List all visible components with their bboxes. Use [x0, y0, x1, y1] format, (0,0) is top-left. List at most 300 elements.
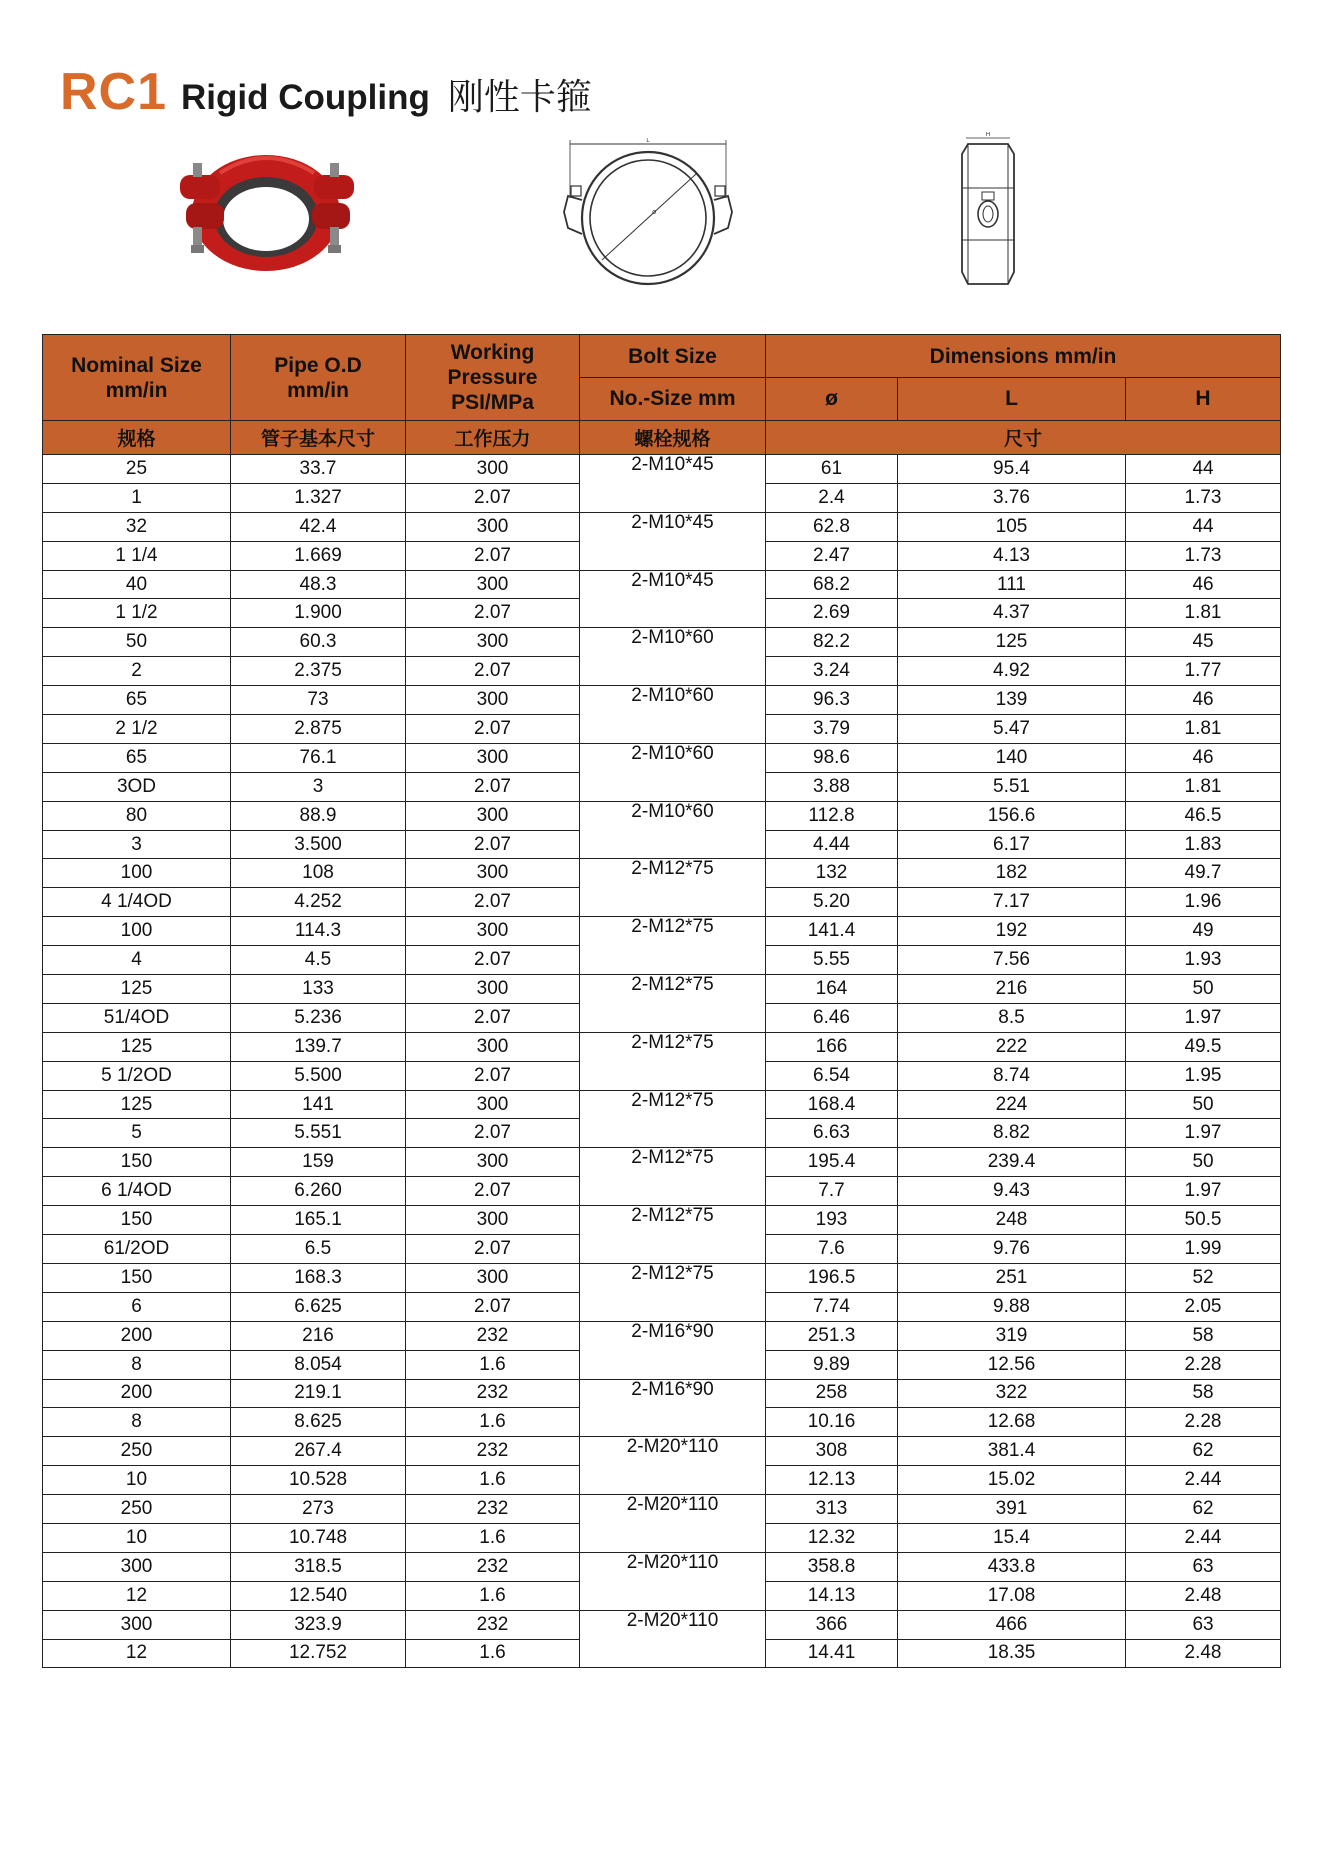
cell-working-pressure: 300: [406, 917, 580, 946]
cell-dim-h: 1.97: [1126, 1003, 1281, 1032]
cell-dim-phi: 5.20: [766, 888, 898, 917]
coupling-side-drawing: [958, 132, 1018, 294]
cell-nominal-size: 61/2OD: [43, 1235, 231, 1264]
cell-dim-h: 63: [1126, 1610, 1281, 1639]
cell-bolt-size: 2-M20*110: [580, 1495, 766, 1553]
cell-nominal-size: 300: [43, 1552, 231, 1581]
cell-nominal-size: 3OD: [43, 772, 231, 801]
cell-working-pressure: 2.07: [406, 1003, 580, 1032]
cell-dim-l: 5.51: [898, 772, 1126, 801]
cell-working-pressure: 300: [406, 801, 580, 830]
cell-dim-phi: 5.55: [766, 946, 898, 975]
cell-dim-phi: 14.41: [766, 1639, 898, 1668]
cell-working-pressure: 232: [406, 1495, 580, 1524]
header-cn-pipe: 管子基本尺寸: [231, 421, 406, 455]
cell-dim-l: 139: [898, 686, 1126, 715]
table-row: [43, 1148, 1281, 1177]
cell-pipe-od: 33.7: [231, 455, 406, 484]
cell-pipe-od: 2.875: [231, 715, 406, 744]
cell-dim-l: 140: [898, 743, 1126, 772]
cell-dim-phi: 62.8: [766, 512, 898, 541]
cell-dim-h: 1.95: [1126, 1061, 1281, 1090]
cell-nominal-size: 4 1/4OD: [43, 888, 231, 917]
cell-pipe-od: 6.5: [231, 1235, 406, 1264]
table-row: [43, 686, 1281, 715]
cell-dim-phi: 112.8: [766, 801, 898, 830]
cell-dim-l: 18.35: [898, 1639, 1126, 1668]
cell-dim-phi: 7.6: [766, 1235, 898, 1264]
cell-dim-h: 49: [1126, 917, 1281, 946]
cell-dim-phi: 2.4: [766, 483, 898, 512]
cell-working-pressure: 2.07: [406, 1235, 580, 1264]
cell-pipe-od: 12.752: [231, 1639, 406, 1668]
header-pipe-od: Pipe O.D mm/in: [231, 335, 406, 421]
cell-dim-l: 12.56: [898, 1350, 1126, 1379]
cell-dim-l: 466: [898, 1610, 1126, 1639]
cell-dim-l: 105: [898, 512, 1126, 541]
cell-nominal-size: 300: [43, 1610, 231, 1639]
cell-nominal-size: 12: [43, 1581, 231, 1610]
cell-nominal-size: 2 1/2: [43, 715, 231, 744]
header-cn-bolt: 螺栓规格: [580, 421, 766, 455]
cell-working-pressure: 300: [406, 859, 580, 888]
cell-pipe-od: 4.252: [231, 888, 406, 917]
cell-dim-l: 8.5: [898, 1003, 1126, 1032]
cell-pipe-od: 8.625: [231, 1408, 406, 1437]
cell-dim-l: 222: [898, 1032, 1126, 1061]
header-working-pressure: Working Pressure PSI/MPa: [406, 335, 580, 421]
cell-dim-l: 322: [898, 1379, 1126, 1408]
cell-bolt-size: 2-M12*75: [580, 917, 766, 975]
cell-bolt-size: 2-M12*75: [580, 859, 766, 917]
cell-dim-h: 1.97: [1126, 1119, 1281, 1148]
cell-working-pressure: 300: [406, 512, 580, 541]
cell-dim-phi: 3.24: [766, 657, 898, 686]
cell-pipe-od: 159: [231, 1148, 406, 1177]
cell-nominal-size: 100: [43, 917, 231, 946]
cell-bolt-size: 2-M10*60: [580, 743, 766, 801]
cell-bolt-size: 2-M12*75: [580, 1206, 766, 1264]
cell-nominal-size: 4: [43, 946, 231, 975]
cell-nominal-size: 5: [43, 1119, 231, 1148]
cell-bolt-size: 2-M12*75: [580, 1090, 766, 1148]
cell-dim-h: 58: [1126, 1321, 1281, 1350]
cell-dim-phi: 366: [766, 1610, 898, 1639]
cell-nominal-size: 1 1/4: [43, 541, 231, 570]
cell-pipe-od: 60.3: [231, 628, 406, 657]
cell-dim-l: 7.56: [898, 946, 1126, 975]
table-row: [43, 975, 1281, 1004]
cell-dim-phi: 166: [766, 1032, 898, 1061]
cell-dim-phi: 3.88: [766, 772, 898, 801]
cell-dim-l: 17.08: [898, 1581, 1126, 1610]
cell-bolt-size: 2-M12*75: [580, 975, 766, 1033]
cell-dim-h: 1.77: [1126, 657, 1281, 686]
cell-pipe-od: 5.500: [231, 1061, 406, 1090]
cell-dim-h: 1.93: [1126, 946, 1281, 975]
cell-dim-l: 156.6: [898, 801, 1126, 830]
cell-pipe-od: 6.260: [231, 1177, 406, 1206]
cell-pipe-od: 323.9: [231, 1610, 406, 1639]
cell-nominal-size: 10: [43, 1466, 231, 1495]
cell-dim-h: 46.5: [1126, 801, 1281, 830]
cell-dim-phi: 6.63: [766, 1119, 898, 1148]
cell-working-pressure: 232: [406, 1437, 580, 1466]
cell-pipe-od: 3.500: [231, 830, 406, 859]
page-title: [60, 62, 592, 122]
cell-dim-l: 6.17: [898, 830, 1126, 859]
cell-dim-phi: 196.5: [766, 1263, 898, 1292]
cell-nominal-size: 32: [43, 512, 231, 541]
cell-working-pressure: 1.6: [406, 1581, 580, 1610]
cell-dim-phi: 195.4: [766, 1148, 898, 1177]
cell-dim-h: 2.28: [1126, 1408, 1281, 1437]
cell-dim-h: 49.5: [1126, 1032, 1281, 1061]
svg-text:ø: ø: [652, 209, 657, 216]
cell-dim-phi: 96.3: [766, 686, 898, 715]
cell-dim-l: 3.76: [898, 483, 1126, 512]
cell-dim-phi: 9.89: [766, 1350, 898, 1379]
cell-pipe-od: 318.5: [231, 1552, 406, 1581]
cell-dim-h: 50: [1126, 1090, 1281, 1119]
header-nominal-size: Nominal Size mm/in: [43, 335, 231, 421]
cell-working-pressure: 2.07: [406, 483, 580, 512]
cell-nominal-size: 8: [43, 1350, 231, 1379]
header-dim-phi: ø: [766, 378, 898, 421]
cell-dim-h: 1.81: [1126, 715, 1281, 744]
coupling-photo: [180, 145, 355, 285]
cell-working-pressure: 2.07: [406, 657, 580, 686]
cell-nominal-size: 25: [43, 455, 231, 484]
table-row: [43, 570, 1281, 599]
table-row: [43, 1090, 1281, 1119]
cell-pipe-od: 42.4: [231, 512, 406, 541]
table-row: [43, 1321, 1281, 1350]
cell-working-pressure: 300: [406, 1032, 580, 1061]
cell-dim-phi: 141.4: [766, 917, 898, 946]
cell-working-pressure: 300: [406, 455, 580, 484]
cell-bolt-size: 2-M10*45: [580, 512, 766, 570]
cell-working-pressure: 232: [406, 1552, 580, 1581]
cell-pipe-od: 73: [231, 686, 406, 715]
cell-working-pressure: 2.07: [406, 541, 580, 570]
cell-pipe-od: 76.1: [231, 743, 406, 772]
table-row: [43, 1206, 1281, 1235]
cell-working-pressure: 2.07: [406, 946, 580, 975]
cell-bolt-size: 2-M10*45: [580, 455, 766, 513]
cell-working-pressure: 300: [406, 1090, 580, 1119]
cell-dim-h: 44: [1126, 455, 1281, 484]
cell-dim-phi: 61: [766, 455, 898, 484]
cell-dim-phi: 6.54: [766, 1061, 898, 1090]
cell-working-pressure: 2.07: [406, 772, 580, 801]
cell-dim-phi: 12.32: [766, 1523, 898, 1552]
cell-nominal-size: 125: [43, 1090, 231, 1119]
cell-dim-l: 5.47: [898, 715, 1126, 744]
cell-bolt-size: 2-M20*110: [580, 1610, 766, 1668]
cell-pipe-od: 5.551: [231, 1119, 406, 1148]
header-cn-pressure: 工作压力: [406, 421, 580, 455]
cell-pipe-od: 88.9: [231, 801, 406, 830]
cell-nominal-size: 8: [43, 1408, 231, 1437]
cell-working-pressure: 300: [406, 975, 580, 1004]
cell-dim-l: 216: [898, 975, 1126, 1004]
cell-dim-phi: 251.3: [766, 1321, 898, 1350]
cell-dim-phi: 82.2: [766, 628, 898, 657]
cell-dim-l: 9.88: [898, 1292, 1126, 1321]
cell-nominal-size: 200: [43, 1321, 231, 1350]
cell-bolt-size: 2-M10*60: [580, 686, 766, 744]
cell-pipe-od: 108: [231, 859, 406, 888]
cell-dim-h: 2.44: [1126, 1466, 1281, 1495]
cell-pipe-od: 139.7: [231, 1032, 406, 1061]
cell-dim-h: 46: [1126, 686, 1281, 715]
cell-dim-phi: 6.46: [766, 1003, 898, 1032]
cell-pipe-od: 4.5: [231, 946, 406, 975]
cell-dim-phi: 12.13: [766, 1466, 898, 1495]
cell-dim-phi: 258: [766, 1379, 898, 1408]
cell-dim-l: 433.8: [898, 1552, 1126, 1581]
cell-dim-h: 46: [1126, 743, 1281, 772]
cell-pipe-od: 141: [231, 1090, 406, 1119]
cell-dim-phi: 68.2: [766, 570, 898, 599]
cell-pipe-od: 1.327: [231, 483, 406, 512]
cell-pipe-od: 10.748: [231, 1523, 406, 1552]
cell-bolt-size: 2-M10*60: [580, 628, 766, 686]
cell-dim-l: 7.17: [898, 888, 1126, 917]
cell-pipe-od: 267.4: [231, 1437, 406, 1466]
product-name-cn: 刚性卡箍: [447, 77, 592, 118]
cell-bolt-size: 2-M12*75: [580, 1032, 766, 1090]
cell-working-pressure: 1.6: [406, 1350, 580, 1379]
header-cn-dim: 尺寸: [766, 421, 1281, 455]
header-dimensions: Dimensions mm/in: [766, 335, 1281, 378]
table-row: [43, 512, 1281, 541]
cell-working-pressure: 300: [406, 570, 580, 599]
table-row: [43, 859, 1281, 888]
cell-nominal-size: 6 1/4OD: [43, 1177, 231, 1206]
cell-pipe-od: 1.900: [231, 599, 406, 628]
cell-dim-h: 45: [1126, 628, 1281, 657]
cell-working-pressure: 2.07: [406, 1292, 580, 1321]
cell-pipe-od: 133: [231, 975, 406, 1004]
cell-working-pressure: 300: [406, 743, 580, 772]
cell-dim-l: 125: [898, 628, 1126, 657]
cell-nominal-size: 65: [43, 686, 231, 715]
cell-pipe-od: 6.625: [231, 1292, 406, 1321]
spec-table-body: [43, 455, 1281, 1668]
table-row: [43, 743, 1281, 772]
cell-dim-h: 46: [1126, 570, 1281, 599]
table-row: [43, 1610, 1281, 1639]
svg-text:H: H: [985, 132, 991, 138]
table-row: [43, 1552, 1281, 1581]
cell-dim-l: 182: [898, 859, 1126, 888]
cell-dim-h: 50.5: [1126, 1206, 1281, 1235]
cell-pipe-od: 3: [231, 772, 406, 801]
header-bolt-no-size: No.-Size mm: [580, 378, 766, 421]
cell-bolt-size: 2-M16*90: [580, 1379, 766, 1437]
cell-working-pressure: 2.07: [406, 1177, 580, 1206]
header-dim-h: H: [1126, 378, 1281, 421]
cell-dim-h: 2.48: [1126, 1581, 1281, 1610]
cell-dim-h: 2.28: [1126, 1350, 1281, 1379]
spec-table: [42, 334, 1281, 1668]
cell-nominal-size: 80: [43, 801, 231, 830]
cell-pipe-od: 48.3: [231, 570, 406, 599]
table-row: [43, 628, 1281, 657]
cell-dim-l: 9.43: [898, 1177, 1126, 1206]
cell-working-pressure: 1.6: [406, 1639, 580, 1668]
cell-nominal-size: 3: [43, 830, 231, 859]
cell-dim-l: 4.13: [898, 541, 1126, 570]
cell-dim-l: 111: [898, 570, 1126, 599]
cell-dim-l: 391: [898, 1495, 1126, 1524]
cell-dim-phi: 7.7: [766, 1177, 898, 1206]
cell-working-pressure: 1.6: [406, 1523, 580, 1552]
cell-dim-l: 192: [898, 917, 1126, 946]
cell-dim-l: 224: [898, 1090, 1126, 1119]
cell-working-pressure: 300: [406, 1148, 580, 1177]
table-row: [43, 455, 1281, 484]
cell-pipe-od: 8.054: [231, 1350, 406, 1379]
cell-nominal-size: 6: [43, 1292, 231, 1321]
cell-dim-h: 1.73: [1126, 541, 1281, 570]
table-row: [43, 1032, 1281, 1061]
cell-dim-l: 251: [898, 1263, 1126, 1292]
cell-dim-l: 4.92: [898, 657, 1126, 686]
cell-dim-l: 12.68: [898, 1408, 1126, 1437]
cell-nominal-size: 12: [43, 1639, 231, 1668]
cell-pipe-od: 216: [231, 1321, 406, 1350]
cell-working-pressure: 2.07: [406, 888, 580, 917]
cell-nominal-size: 250: [43, 1495, 231, 1524]
cell-dim-phi: 313: [766, 1495, 898, 1524]
cell-dim-h: 52: [1126, 1263, 1281, 1292]
cell-dim-phi: 2.47: [766, 541, 898, 570]
cell-pipe-od: 168.3: [231, 1263, 406, 1292]
cell-dim-h: 50: [1126, 975, 1281, 1004]
cell-working-pressure: 1.6: [406, 1466, 580, 1495]
cell-dim-h: 2.44: [1126, 1523, 1281, 1552]
cell-nominal-size: 50: [43, 628, 231, 657]
cell-pipe-od: 5.236: [231, 1003, 406, 1032]
cell-dim-h: 1.73: [1126, 483, 1281, 512]
cell-dim-l: 9.76: [898, 1235, 1126, 1264]
cell-working-pressure: 232: [406, 1321, 580, 1350]
cell-dim-h: 1.96: [1126, 888, 1281, 917]
cell-dim-l: 381.4: [898, 1437, 1126, 1466]
cell-working-pressure: 2.07: [406, 830, 580, 859]
cell-nominal-size: 100: [43, 859, 231, 888]
cell-dim-phi: 14.13: [766, 1581, 898, 1610]
cell-nominal-size: 5 1/2OD: [43, 1061, 231, 1090]
cell-dim-phi: 7.74: [766, 1292, 898, 1321]
cell-bolt-size: 2-M16*90: [580, 1321, 766, 1379]
cell-pipe-od: 165.1: [231, 1206, 406, 1235]
cell-dim-h: 62: [1126, 1437, 1281, 1466]
table-row: [43, 1495, 1281, 1524]
cell-nominal-size: 10: [43, 1523, 231, 1552]
cell-dim-l: 248: [898, 1206, 1126, 1235]
cell-pipe-od: 219.1: [231, 1379, 406, 1408]
cell-pipe-od: 2.375: [231, 657, 406, 686]
cell-dim-phi: 358.8: [766, 1552, 898, 1581]
cell-dim-h: 1.97: [1126, 1177, 1281, 1206]
cell-nominal-size: 250: [43, 1437, 231, 1466]
cell-working-pressure: 2.07: [406, 1061, 580, 1090]
table-row: [43, 1379, 1281, 1408]
cell-working-pressure: 1.6: [406, 1408, 580, 1437]
cell-dim-h: 63: [1126, 1552, 1281, 1581]
cell-dim-phi: 98.6: [766, 743, 898, 772]
cell-working-pressure: 232: [406, 1610, 580, 1639]
cell-nominal-size: 1 1/2: [43, 599, 231, 628]
cell-dim-l: 319: [898, 1321, 1126, 1350]
cell-dim-l: 15.02: [898, 1466, 1126, 1495]
cell-bolt-size: 2-M12*75: [580, 1148, 766, 1206]
cell-nominal-size: 125: [43, 1032, 231, 1061]
cell-pipe-od: 10.528: [231, 1466, 406, 1495]
cell-bolt-size: 2-M10*60: [580, 801, 766, 859]
cell-dim-h: 50: [1126, 1148, 1281, 1177]
cell-dim-h: 1.83: [1126, 830, 1281, 859]
header-dim-l: L: [898, 378, 1126, 421]
cell-dim-l: 8.74: [898, 1061, 1126, 1090]
cell-working-pressure: 300: [406, 686, 580, 715]
cell-dim-h: 62: [1126, 1495, 1281, 1524]
cell-bolt-size: 2-M20*110: [580, 1437, 766, 1495]
cell-dim-h: 58: [1126, 1379, 1281, 1408]
table-row: [43, 917, 1281, 946]
cell-dim-phi: 132: [766, 859, 898, 888]
cell-pipe-od: 12.540: [231, 1581, 406, 1610]
cell-nominal-size: 150: [43, 1263, 231, 1292]
cell-dim-l: 4.37: [898, 599, 1126, 628]
cell-dim-h: 1.81: [1126, 772, 1281, 801]
cell-dim-l: 15.4: [898, 1523, 1126, 1552]
table-row: [43, 801, 1281, 830]
cell-working-pressure: 2.07: [406, 715, 580, 744]
cell-working-pressure: 2.07: [406, 599, 580, 628]
cell-nominal-size: 150: [43, 1148, 231, 1177]
cell-bolt-size: 2-M12*75: [580, 1263, 766, 1321]
cell-nominal-size: 1: [43, 483, 231, 512]
cell-nominal-size: 150: [43, 1206, 231, 1235]
cell-dim-h: 49.7: [1126, 859, 1281, 888]
cell-nominal-size: 65: [43, 743, 231, 772]
cell-pipe-od: 114.3: [231, 917, 406, 946]
cell-dim-h: 1.81: [1126, 599, 1281, 628]
cell-bolt-size: 2-M20*110: [580, 1552, 766, 1610]
cell-nominal-size: 125: [43, 975, 231, 1004]
cell-dim-h: 2.48: [1126, 1639, 1281, 1668]
cell-dim-phi: 2.69: [766, 599, 898, 628]
cell-working-pressure: 232: [406, 1379, 580, 1408]
cell-pipe-od: 1.669: [231, 541, 406, 570]
cell-dim-l: 239.4: [898, 1148, 1126, 1177]
cell-working-pressure: 300: [406, 1206, 580, 1235]
header-cn-nominal: 规格: [43, 421, 231, 455]
cell-nominal-size: 51/4OD: [43, 1003, 231, 1032]
cell-dim-h: 44: [1126, 512, 1281, 541]
table-row: [43, 1263, 1281, 1292]
cell-nominal-size: 40: [43, 570, 231, 599]
cell-nominal-size: 200: [43, 1379, 231, 1408]
cell-bolt-size: 2-M10*45: [580, 570, 766, 628]
svg-text:L: L: [646, 138, 650, 144]
cell-nominal-size: 2: [43, 657, 231, 686]
